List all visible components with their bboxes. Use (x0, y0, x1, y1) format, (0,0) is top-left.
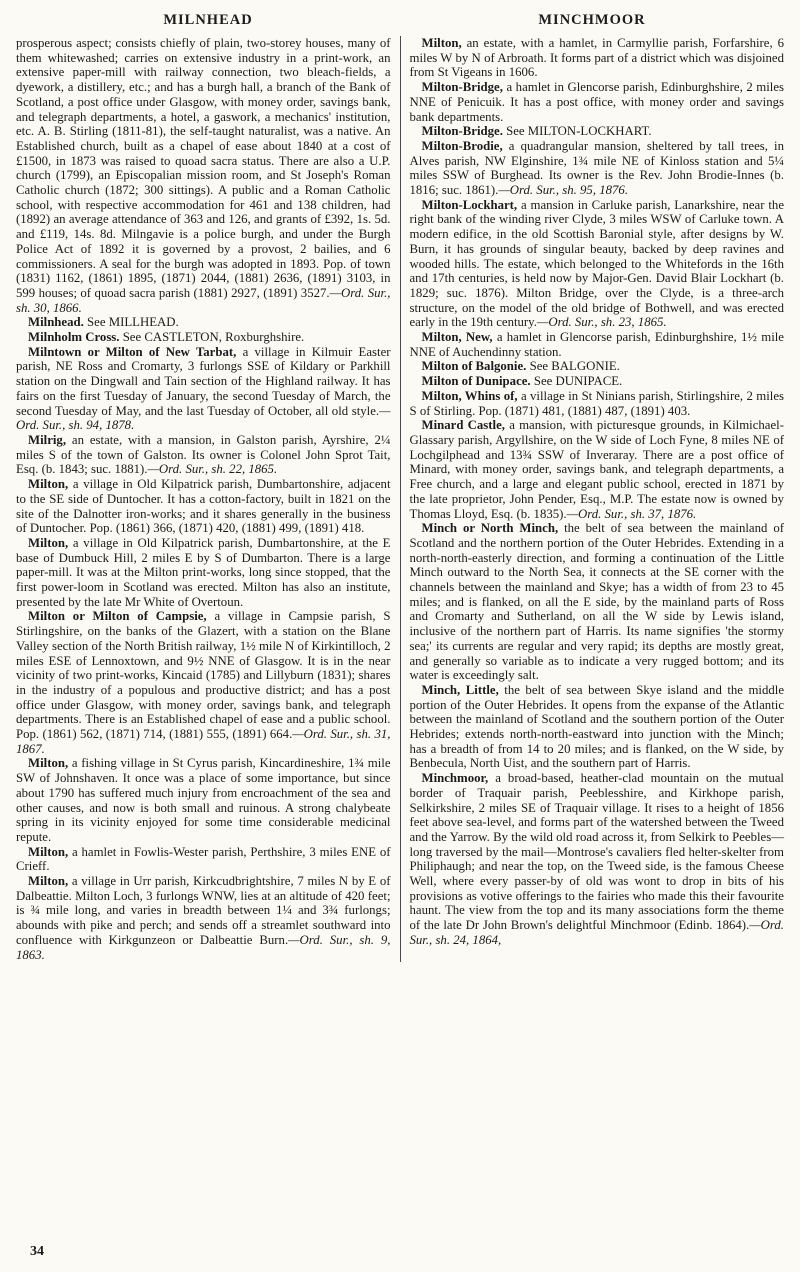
page-number: 34 (30, 1244, 44, 1259)
entry-term: Milton, (28, 477, 69, 492)
gazetteer-entry (410, 359, 785, 374)
gazetteer-entry (410, 521, 785, 683)
entry-text: a village in Campsie parish, S Stirlingshire, on the banks of the Glazert, with a station on the Blane Valley section of the North British railway, 1½ mile N of Kirkintilloch, 2 miles ESE of Lennoxtown, and 9½ NNE of Glasgow. It is in the near vicinity of two print-works, Kincaid (1785) and Lillyburn (1831); shares in the industry of a populous and productive district; and has a post office under Glasgow, with money order, savings bank, and telegraph departments. There is an Established chapel of ease and a public school. Pop. (1861) 562, (1871) 714, (1881) 555, (1891) 664. (16, 609, 391, 742)
entry-text: See MILTON-LOCKHART. (506, 124, 652, 139)
entry-term: Minchmoor, (421, 771, 489, 786)
running-heads (16, 12, 784, 29)
entry-text: a quadrangular mansion, sheltered by tall trees, in Alves parish, NW Elginshire, 1¾ mile NE of Kinloss station and 5¼ miles SSW of Burghead. Its owner is the Rev. John Brodie-Innes (b. 1816; suc. 1861). (409, 138, 784, 198)
gazetteer-entry (16, 477, 391, 536)
running-head-left: MILNHEAD (163, 12, 253, 28)
gazetteer-entry (16, 874, 391, 962)
entry-term: Minch or North Minch, (421, 521, 559, 536)
gazetteer-entry (16, 845, 391, 874)
entry-term: Milton, (28, 844, 69, 859)
entry-text: a broad-based, heather-clad mountain on the mutual border of Traquair parish, Peeblesshire, and Kirkhope parish, Selkirkshire, 2 miles SE of Traquair village. It rises to a height of 1856 feet above sea-level, and forms part of the watershed between the Tweed and the Yarrow. By the wild old road across it, from Selkirk to Peebles—long traversed by the mail—Montrose's cavaliers fled helter-skelter from Philiphaugh; and near the top, on the Tweed side, is the famous Cheese Well, where every passer-by of old was wont to drop in bits of his provisions as votive offerings to the fairies who made this their favourite haunt. The view from the top and its many associations form the theme of the late Dr John Brown's delightful Minchmoor (Edinb. 1864). (409, 771, 784, 933)
gazetteer-entry (410, 80, 785, 124)
entry-text: a mansion in Carluke parish, Lanarkshire, near the right bank of the winding river Clyde, 3 miles WSW of Carluke town. A modern edifice, in the old Scottish Baronial style, after designs by W. Burn, it has grounds of singular beauty, backed by deep ravines and wooded hills. The estate, which belonged to the Whitefords in the 16th and 17th centuries, is held now by Major-Gen. David Blair Lockhart (b. 1829; suc. 1876). Milton Bridge, over the Clyde, is a three-arch structure, on the model of the old bridge of Bothwell, and was erected early in the 19th century. (409, 197, 784, 330)
gazetteer-entry (16, 536, 391, 610)
entry-term: Milton-Bridge, (421, 80, 503, 95)
gazetteer-entry (410, 139, 785, 198)
gazetteer-entry (410, 683, 785, 771)
text-columns (16, 36, 784, 962)
gazetteer-entry (16, 36, 391, 315)
entry-text: a mansion, with picturesque grounds, in Kilmichael-Glassary parish, Argyllshire, on the W side of Loch Fyne, 8 miles NE of Lochgilphead and 13¾ SSW of Inveraray. There are a post office of Minard, with money order, savings bank, and telegraph departments, a Free church, and a large and elegant public school, erected in 1871 by the late proprietor, John Pender, Esq., M.P. The estate now is owned by Thomas Lloyd, Esq. (b. 1835). (409, 418, 784, 521)
entry-source: —Ord. Sur., sh. 31, 1867. (16, 727, 391, 756)
entry-text: See MILLHEAD. (87, 315, 179, 330)
entry-term: Milton-Lockhart, (421, 197, 518, 212)
entry-text: prosperous aspect; consists chiefly of plain, two-storey houses, many of them whitewashed; carries on extensive industry in a print-work, an extensive paper-mill with railway connection, two bleach-fields, a dyework, a distillery, etc.; and has a burgh hall, a branch of the Bank of Scotland, a post office under Glasgow, with money order, savings bank, and telegraph departments, a hotel, a gaswork, a mechanics' institution, etc. A. B. Stirling (1811-81), the self-taught naturalist, was a native. An Established church, built as a chapel of ease about 1840 at a cost of £1500, in 1873 was raised to quoad sacra status. There are also a U.P. church (1799), an Episcopalian mission room, and St Joseph's Roman Catholic church (1872; 300 sittings). A public and a Roman Catholic school, with respective accommodation for 461 and 138 children, had (1892) an average attendance of 363 and 126, and grants of £392, 1s. 5d. and £119, 14s. 8d. Milngavie is a police burgh, and under the Burgh Police Act of 1892 it is governed by a provost, 2 bailies, and 6 commissioners. A seal for the burgh was adopted in 1893. Pop. of town (1831) 1162, (1861) 1895, (1871) 2044, (1881) 2636, (1891) 3103, in 599 houses; of quoad sacra parish (1881) 2927, (1891) 3527. (16, 36, 391, 300)
entry-term: Minch, Little, (421, 682, 499, 697)
right-column (401, 36, 785, 962)
entry-term: Milton, (28, 535, 69, 550)
entry-text: the belt of sea between Skye island and the middle portion of the Outer Hebrides. It opens from the expanse of the Atlantic between the mainland of Scotland and the southern portion of the Outer Hebrides; extends north-north-eastward into junction with the Minch; has a breadth of from 14 to 20 miles; and is flanked, on the W side, by Benbecula, North Uist, and the southern part of Harris. (409, 682, 785, 771)
running-head-right: MINCHMOOR (538, 12, 646, 28)
entry-text: a village in Old Kilpatrick parish, Dumbartonshire, at the E base of Dumbuck Hill, 2 miles E by S of Dumbarton. There is a large paper-mill. It was at the Milton print-works, long since stopped, that the first power-loom in Scotland was erected. Milton has also an institute, presented by the late Mr White of Overtoun. (16, 535, 391, 609)
entry-text: a village in Urr parish, Kirkcudbrightshire, 7 miles N by E of Dalbeattie. Milton Loch, 3 furlongs WNW, lies at an altitude of 420 feet; is ¾ mile long, and varies in breadth between 1¼ and 3¾ furlongs; abounds with pike and perch; and sends off a streamlet southward into confluence with Kirkgunzeon or Dalbeattie Burn. (16, 874, 391, 947)
entry-text: a hamlet in Fowlis-Wester parish, Perthshire, 3 miles ENE of Crieff. (16, 844, 391, 874)
entry-term: Milnholm Cross. (28, 330, 120, 345)
entry-text: an estate, with a hamlet, in Carmyllie parish, Forfarshire, 6 miles W by N of Arbroath. It forms part of a district which was disjoined from St Vigeans in 1606. (409, 36, 784, 80)
entry-text: See BALGONIE. (529, 359, 620, 374)
entry-source: —Ord. Sur., sh. 22, 1865. (147, 462, 278, 477)
entry-source: —Ord. Sur., sh. 94, 1878. (16, 403, 391, 433)
entry-text: the belt of sea between the mainland of Scotland and the northern portion of the Outer Hebrides. Extending in a north-north-easterly direction, and forming a continuation of the Little Minch outward to the North Sea, it connects at the SE corner with the channels between the mainland and Skye; has a width of from 23 to 45 miles; and is flanked, on all the E side, by the mainland parts of Ross and Cromarty and Sutherland, on all the W side by Lewis island, inclusive of the northern part of Harris. Its name signifies 'the stormy sea;' its currents are regular and very rapid; its depths are mostly great, and generally so variable as to indicate a very rugged bottom; and its water is exceedingly salt. (409, 521, 785, 683)
entry-source: —Ord. Sur., sh. 23, 1865. (536, 315, 667, 330)
gazetteer-entry (16, 315, 391, 330)
gazetteer-entry (16, 330, 391, 345)
entry-text: See DUNIPACE. (533, 374, 623, 389)
gazetteer-entry (410, 418, 785, 521)
gazetteer-entry (16, 609, 391, 756)
entry-term: Minard Castle, (421, 418, 505, 433)
entry-text: a hamlet in Glencorse parish, Edinburghshire, 2 miles NNE of Penicuik. It has a post office, with money order and savings bank departments. (409, 80, 784, 124)
entry-term: Milton, (28, 756, 69, 771)
entry-text: a village in Old Kilpatrick parish, Dumbartonshire, adjacent to the SE side of Duntocher. It has a cotton-factory, built in 1821 on the site of the Dalnotter iron-works; and it shares generally in the business of Duntocher. Pop. (1861) 366, (1871) 420, (1881) 499, (1891) 418. (16, 477, 391, 536)
gazetteer-entry (410, 198, 785, 330)
entry-text: See CASTLETON, Roxburghshire. (122, 330, 305, 345)
entry-term: Milton, (28, 874, 69, 889)
entry-term: Milton, Whins of, (421, 388, 518, 403)
gazetteer-entry (410, 374, 785, 389)
entry-term: Milton-Brodie, (421, 138, 503, 153)
entry-source: —Ord. Sur., sh. 9, 1863. (16, 932, 391, 962)
left-column (16, 36, 400, 962)
entry-term: Milton or Milton of Campsie, (28, 609, 207, 624)
entry-term: Milton of Dunipace. (421, 374, 531, 389)
entry-term: Milton-Bridge. (421, 124, 503, 139)
entry-text: a hamlet in Glencorse parish, Edinburghshire, 1½ mile NNE of Auchendinny station. (409, 330, 784, 359)
entry-source: —Ord. Sur., sh. 95, 1876. (498, 183, 629, 198)
entry-term: Milntown or Milton of New Tarbat, (28, 344, 237, 359)
gazetteer-entry (16, 433, 391, 477)
entry-term: Milton of Balgonie. (421, 359, 527, 374)
entry-term: Milton, New, (421, 330, 493, 345)
gazetteer-entry (410, 330, 785, 359)
entry-text: a village in St Ninians parish, Stirlingshire, 2 miles S of Stirling. Pop. (1871) 481, (1881) 487, (1891) 403. (409, 388, 784, 418)
gazetteer-entry (410, 36, 785, 80)
gazetteer-entry (16, 345, 391, 433)
entry-text: a village in Kilmuir Easter parish, NE Ross and Cromarty, 3 furlongs SSE of Kildary or Parkhill station on the Dingwall and Tain section of the Highland railway. It has fairs on the first Tuesday of January, the second Tuesday of March, the second Tuesday of May, and the last Tuesday of October, all old style. (16, 344, 391, 418)
gazetteer-entry (410, 124, 785, 139)
entry-term: Milnhead. (28, 315, 84, 330)
gazetteer-entry (410, 771, 785, 947)
entry-text: an estate, with a mansion, in Galston parish, Ayrshire, 2¼ miles S of the town of Galston. Its owner is Colonel John Sprot Tait, Esq. (b. 1843; suc. 1881). (16, 432, 391, 477)
entry-source: —Ord. Sur., sh. 30, 1866. (16, 285, 391, 315)
gazetteer-entry (410, 389, 785, 418)
entry-source: —Ord. Sur., sh. 37, 1876. (566, 506, 697, 521)
entry-term: Milrig, (28, 432, 67, 447)
gazetteer-entry (16, 756, 391, 844)
entry-text: a fishing village in St Cyrus parish, Kincardineshire, 1¾ mile SW of Johnshaven. It once was a place of some importance, but since about 1790 has suffered much injury from encroachment of the sea and other causes, and now is both small and ruinous. A strong chalybeate spring in its vicinity enjoyed for some time considerable medicinal repute. (16, 756, 391, 844)
entry-term: Milton, (421, 36, 462, 50)
entry-source: —Ord. Sur., sh. 24, 1864, (409, 918, 784, 947)
